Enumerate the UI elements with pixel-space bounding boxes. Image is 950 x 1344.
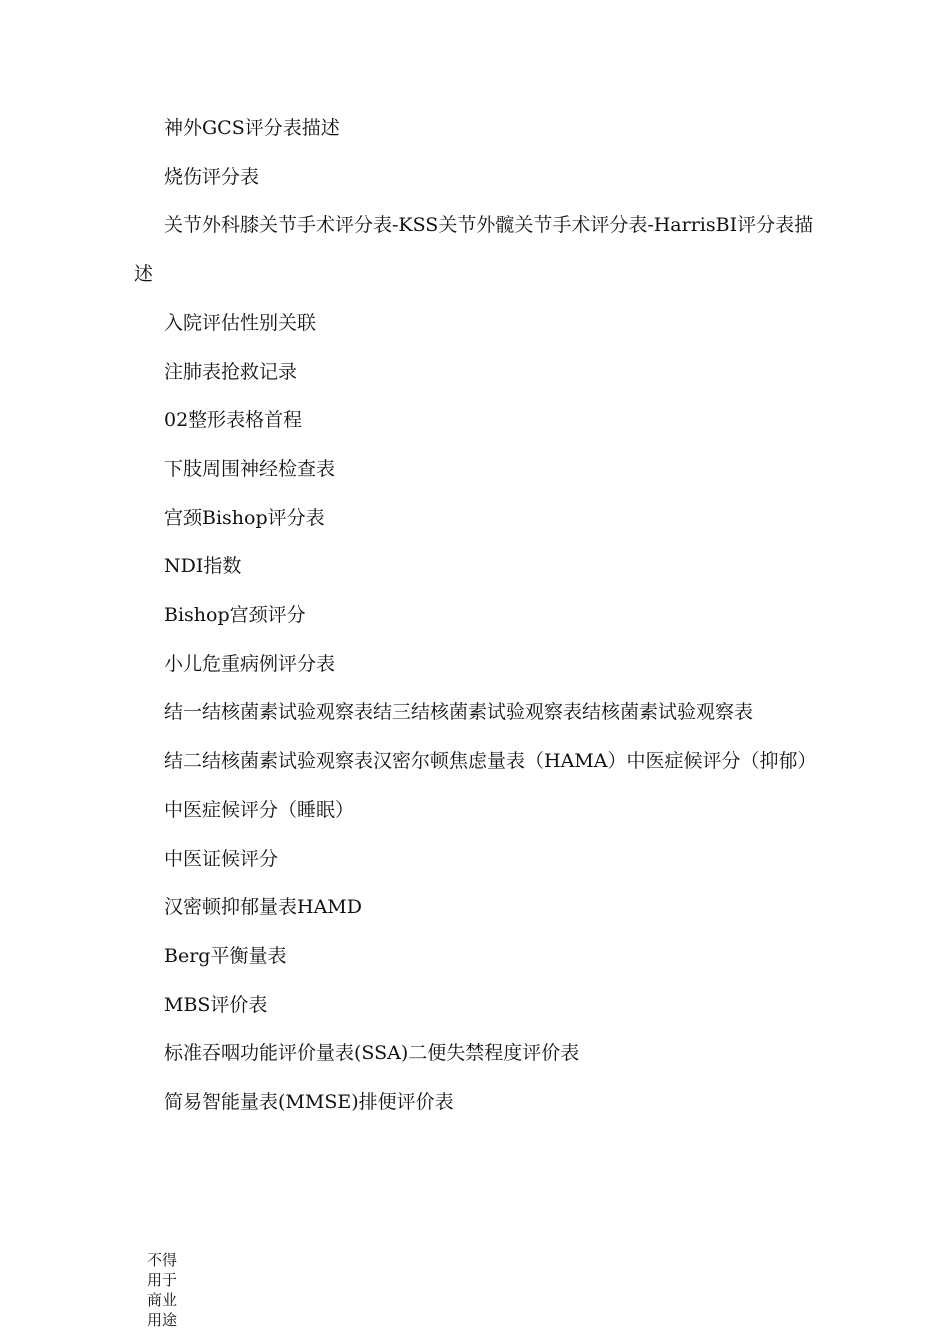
paragraph-hamd: 汉密顿抑郁量表HAMD (164, 896, 362, 919)
paragraph-berg-balance: Berg平衡量表 (164, 944, 287, 967)
paragraph-tuberculin-test-1: 结一结核菌素试验观察表结三结核菌素试验观察表结核菌素试验观察表 (164, 701, 754, 724)
paragraph-cervix-bishop-table: 宫颈Bishop评分表 (164, 506, 325, 529)
paragraph-nerve-exam: 下肢周围神经检查表 (164, 457, 336, 480)
paragraph-gcs-score: 神外GCS评分表描述 (164, 117, 340, 139)
paragraph-bishop-cervix-score: Bishop宫颈评分 (164, 604, 306, 627)
paragraph-burn-score: 烧伤评分表 (164, 165, 260, 188)
paragraph-plastic-form: 02整形表格首程 (164, 409, 303, 432)
paragraph-joint-surgery-score: 关节外科膝关节手术评分表-KSS关节外髋关节手术评分表-HarrisBI评分表描述 (134, 214, 814, 286)
footer-note: 不得用于商业用途 (147, 1251, 178, 1329)
paragraph-tuberculin-test-2: 结二结核菌素试验观察表汉密尔顿焦虑量表（HAMA）中医症候评分（抑郁） (164, 750, 817, 773)
paragraph-mmse: 简易智能量表(MMSE)排便评价表 (164, 1091, 454, 1114)
paragraph-ndi-index: NDI指数 (164, 555, 242, 578)
paragraph-pediatric-critical-score: 小儿危重病例评分表 (164, 652, 336, 675)
paragraph-tcm-syndrome-score: 中医证候评分 (164, 847, 279, 870)
paragraph-rescue-record: 注肺表抢救记录 (164, 360, 298, 383)
paragraph-mbs: MBS评价表 (164, 993, 268, 1016)
paragraph-tcm-sleep-score: 中医症候评分（睡眠） (164, 798, 355, 821)
paragraph-ssa: 标准吞咽功能评价量表(SSA)二便失禁程度评价表 (164, 1042, 580, 1065)
paragraph-admission-assessment: 入院评估性别关联 (164, 311, 317, 334)
document-body (134, 104, 817, 1127)
